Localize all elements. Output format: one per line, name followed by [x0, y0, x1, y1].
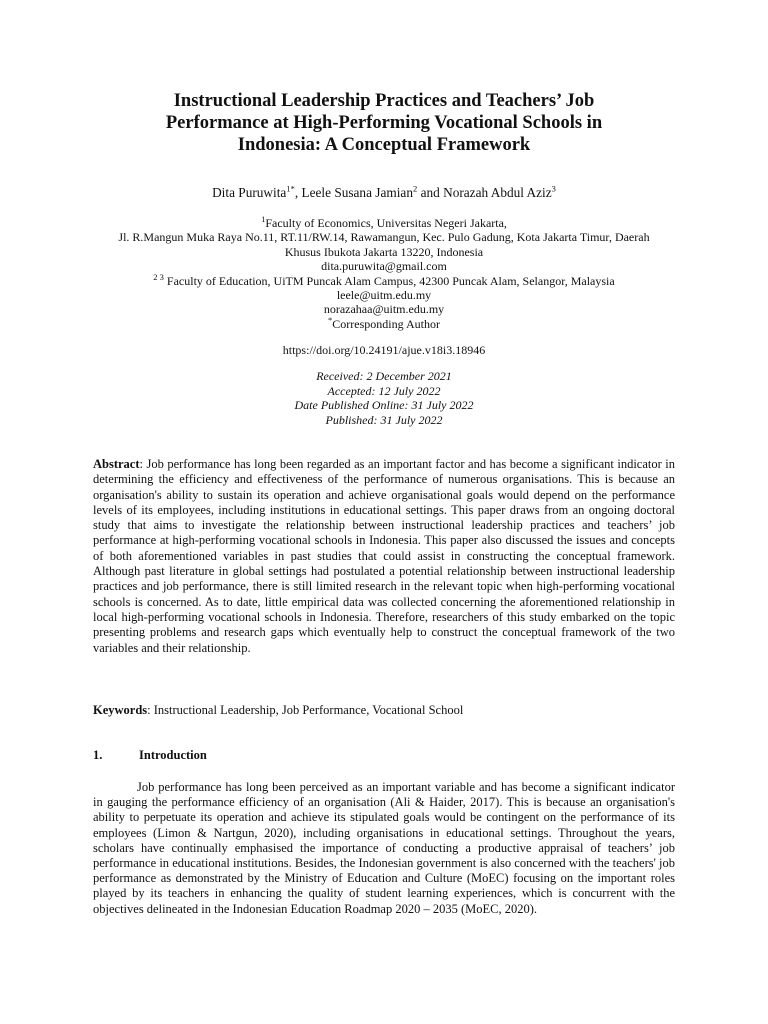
author-list: Dita Puruwita$^{1*}$, Leele Susana Jamian$^2$ and Norazah Abdul Aziz$^3$: [212, 183, 556, 200]
accepted-date: Accepted: 12 July 2022: [327, 383, 441, 398]
affiliation-1-line-3: Khusus Ibukota Jakarta 13220, Indonesia: [284, 244, 484, 259]
doi-link[interactable]: https://doi.org/10.24191/ajue.v18i3.18946: [282, 343, 486, 357]
keywords-text: : Instructional Leadership, Job Performance, Vocational School: [147, 703, 464, 717]
corresponding-mark: *: [328, 314, 333, 325]
author-1-name: Dita Puruwita: [212, 185, 287, 200]
affiliation-1-mark: 1: [261, 214, 266, 224]
affiliation-2-line-1: [80, 271, 688, 288]
affiliation-1-line-1: [80, 216, 688, 230]
affiliation-2-text: Faculty of Education, UiTM Puncak Alam Campus, 42300 Puncak Alam, Selangor, Malaysia: [166, 273, 615, 288]
corresponding-author-note: [80, 314, 688, 331]
publication-dates: [80, 369, 688, 427]
author-conjunction: and: [420, 185, 440, 200]
corresponding-author-text: Corresponding Author: [332, 316, 440, 331]
keywords-paragraph: [93, 703, 675, 718]
affiliation-2-mark: 2 3: [153, 271, 164, 282]
title-line-2: Performance at High-Performing Vocational Schools in: [165, 113, 603, 133]
title-line-3: Indonesia: A Conceptual Framework: [237, 135, 531, 155]
author-1-email[interactable]: dita.puruwita@gmail.com: [321, 259, 447, 274]
section-title: Introduction: [139, 748, 207, 762]
affiliations: [80, 216, 688, 331]
abstract-paragraph: [93, 457, 675, 656]
online-date: Date Published Online: 31 July 2022: [294, 398, 474, 413]
affiliation-1-text: Faculty of Economics, Universitas Negeri Jakarta,: [265, 216, 507, 230]
author-2-email[interactable]: leele@uitm.edu.my: [336, 288, 432, 303]
author-1-affiliation-mark: 1*: [286, 183, 295, 194]
published-date: Published: 31 July 2022: [325, 412, 443, 427]
section-number: 1.: [93, 748, 103, 762]
paper-title: [100, 90, 668, 156]
author-2-name: Leele Susana Jamian: [301, 185, 413, 200]
keywords-label: Keywords: [93, 703, 148, 717]
author-2-affiliation-mark: 2: [412, 183, 418, 194]
abstract-label: Abstract: [93, 457, 140, 471]
affiliation-1-line-2: Jl. R.Mangun Muka Raya No.11, RT.11/RW.14, Rawamangun, Kec. Pulo Gadung, Kota Jakarta Timur, Daerah: [118, 230, 650, 245]
author-3-name: Norazah Abdul Aziz: [443, 185, 552, 200]
introduction-paragraph: Job performance has long been perceived as an important variable and has become a significant indicator in gauging the performance efficiency of an organisation (Ali & Haider, 2017). This is because an organisation's ability to perpetuate its operation and achieve its stipulated goals would be contingent on the performance of its employees (Limon & Nartgun, 2020), including organisations in educational settings. Throughout the years, scholars have continually emphasised the importance of conducting a productive appraisal of teachers’ job performance in educational institutions. Besides, the Indonesian government is also concerned with the teachers' job performance as demonstrated by the Ministry of Education and Culture (MoEC) focusing on the important roles played by its teachers in enhancing the quality of student learning experiences, which is concurrent with the objectives delineated in the Indonesian Education Roadmap 2020 – 2035 (MoEC, 2020).: [93, 780, 675, 916]
author-3-email[interactable]: norazahaa@uitm.edu.my: [323, 302, 445, 317]
title-line-1: Instructional Leadership Practices and Teachers’ Job: [173, 91, 595, 111]
received-date: Received: 2 December 2021: [316, 369, 452, 383]
abstract-text: : Job performance has long been regarded as an important factor and has become a significant indicator in determining the efficiency and effectiveness of the performance of numerous organisations. This is because an organisation's ability to sustain its operation and achieve organisational goals would depend on the performance levels of its employees, including institutions in educational settings. This paper draws from an ongoing doctoral study that aims to investigate the relationship between instructional leadership practices and teachers’ job performance at high-performing vocational schools in Indonesia. This paper also discussed the issues and concepts of both aforementioned variables in past studies that could assist in constructing the conceptual framework. Although past literature in global settings had postulated a potential relationship between instructional leadership practices and job performance, there is still limited research in the relevant topic when high-performing vocational schools is concerned. As to date, little empirical data was collected concerning the aforementioned relationship in local high-performing vocational schools in Indonesia. Therefore, researchers of this study embarked on the topic presenting problems and research gaps which eventually help to construct the conceptual framework of the two variables and their relationship.: [93, 457, 675, 655]
author-3-affiliation-mark: 3: [551, 183, 556, 194]
section-heading-introduction: [93, 748, 675, 763]
